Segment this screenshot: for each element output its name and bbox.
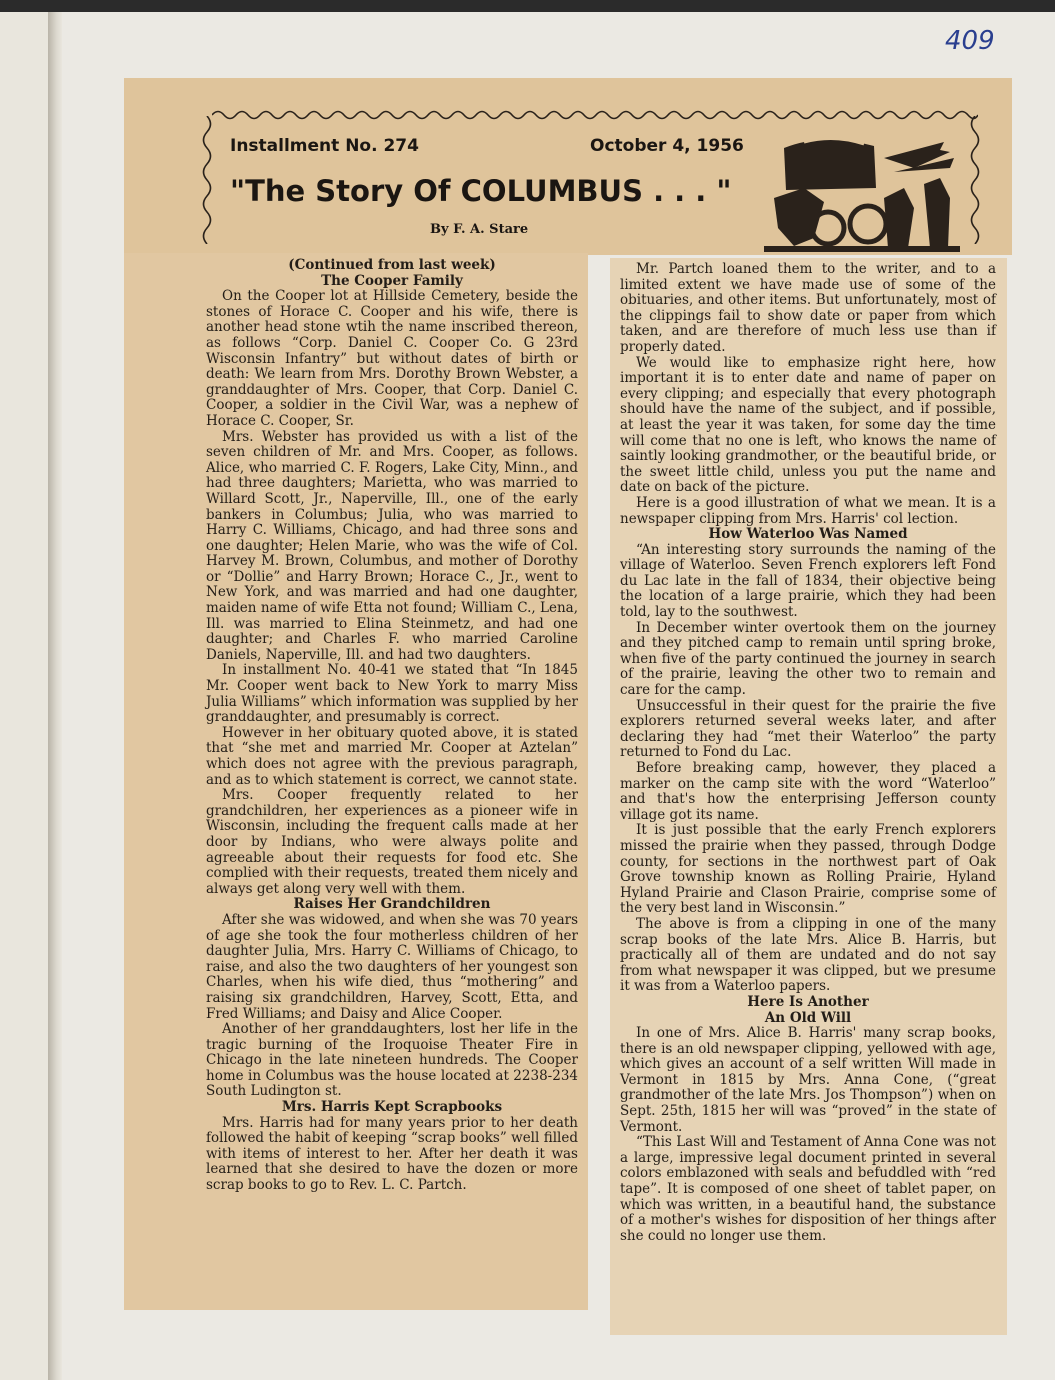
wavy-border-left — [200, 116, 214, 244]
article-right-column — [620, 262, 996, 1244]
paragraph: The above is from a clipping in one of the many scrap books of the late Mrs. Alice B. Harris, but practically all of them are undated and do not say from what newspaper it was clipped, but we presume it was from a Waterloo papers. — [620, 915, 996, 995]
paragraph: “This Last Will and Testament of Anna Cone was not a large, impressive legal document printed in several colors emblazoned with seals and befuddled with “red tape”. It is composed of one sheet of tablet paper, on which was written, in a beautiful hand, the substance of a mother's wishes for disposition of her things after she could no longer use them. — [620, 1134, 996, 1244]
paragraph: After she was widowed, and when she was 70 years of age she took the four motherless children of her daughter Julia, Mrs. Harry C. Williams of Chicago, to raise, and also the two daughters of her youngest son Charles, when his wife died, thus “mothering” and raising six grandchildren, Harvey, Scott, Etta, and Fred Williams; and Daisy and Alice Cooper. — [206, 911, 578, 1022]
section-heading: Raises Her Grandchildren — [293, 896, 491, 913]
continued-note: (Continued from last week) — [288, 257, 496, 273]
byline: By F. A. Stare — [430, 222, 529, 237]
facing-page-edge — [0, 12, 49, 1380]
issue-date: October 4, 1956 — [590, 136, 744, 156]
wavy-border-top — [212, 108, 978, 122]
article-left-column — [206, 258, 578, 1194]
paragraph: It is just possible that the early French explorers missed the prairie when they passed, through Dodge county, for sections in the northwest part of Oak Grove township known as Rolling Prairie, Hyland Hyland Prairie and Clason Prairie, comprise some of the very best land in Wisconsin.” — [620, 822, 996, 917]
paragraph: In December winter overtook them on the journey and they pitched camp to remain until spring broke, when five of the party continued the journey in search of the prairie, leaving the other two to remain and care for the camp. — [620, 619, 996, 699]
paragraph: However in her obituary quoted above, it is stated that “she met and married Mr. Cooper at Aztelan” which does not agree with the previous paragraph, and as to which statement is correct, we cannot state. — [206, 724, 578, 788]
section-heading: Mrs. Harris Kept Scrapbooks — [281, 1099, 503, 1116]
paragraph: Mr. Partch loaned them to the writer, and to a limited extent we have made use of some of the obituaries, and other items. But unfortunately, most of the clippings fail to show date or paper from which taken, and are therefore of much less use than if properly dated. — [620, 261, 996, 355]
wavy-border-right — [968, 116, 982, 244]
paragraph: In one of Mrs. Alice B. Harris' many scrap books, there is an old newspaper clipping, yellowed with age, which gives an account of a self written Will made in Vermont in 1815 by Mrs. Anna Cone, (“great grandmother of the late Mrs. Jos Thompson”) when on Sept. 25th, 1815 her will was “proved” in the state of Vermont. — [620, 1025, 996, 1135]
paragraph: Here is a good illustration of what we mean. It is a newspaper clipping from Mrs. Harris' col lection. — [620, 494, 996, 527]
paragraph: Mrs. Webster has provided us with a list of the seven children of Mr. and Mrs. Cooper, as follows. Alice, who married C. F. Rogers, Lake City, Minn., and had three daughters; Marietta, who was married to Willard Scott, Jr., Naperville, Ill., one of the early bankers in Columbus; Julia, who was married to Harry C. Williams, Chicago, and had three sons and one daughter; Helen Marie, who was the wife of Col. Harvey M. Brown, Columbus, and mother of Dorothy or “Dollie” and Harry Brown; Horace C., Jr., went to New York, and was married and had one daughter, maiden name of wife Etta not found; William C., Lena, Ill. was married to Elina Steinmetz, and had one daughter; and Charles F. who married Caroline Daniels, Naperville, Ill. and had two daughters. — [206, 428, 578, 663]
paragraph: Another of her granddaughters, lost her life in the tragic burning of the Iroquoise Theater Fire in Chicago in the late nineteen hundreds. The Cooper home in Columbus was the house located at 2238-234 South Ludington st. — [206, 1021, 578, 1100]
book-spine — [48, 12, 62, 1380]
paragraph: In installment No. 40-41 we stated that “In 1845 Mr. Cooper went back to New York to marry Miss Julia Williams” which information was supplied by her granddaughter, and presumably is correct. — [206, 662, 578, 726]
paragraph: Before breaking camp, however, they placed a marker on the camp site with the word “Waterloo” and that's how the enterprising Jefferson county village got its name. — [620, 760, 996, 823]
paragraph: “An interesting story surrounds the naming of the village of Waterloo. Seven French explorers left Fond du Lac late in the fall of 1834, their objective being the location of a large prairie, which they had been told, lay to the southwest. — [620, 541, 996, 621]
headline: "The Story Of COLUMBUS . . . " — [230, 174, 732, 208]
paragraph: Mrs. Harris had for many years prior to her death followed the habit of keeping “scrap books” well filled with items of interest to her. After her death it was learned that she desired to have the dozen or more scrap books to go to Rev. L. C. Partch. — [206, 1114, 578, 1194]
section-heading: The Cooper Family — [321, 272, 463, 289]
section-heading: Here Is Another — [747, 993, 869, 1010]
paragraph: On the Cooper lot at Hillside Cemetery, beside the stones of Horace C. Cooper and his wife, there is another head stone wtih the name inscribed thereon, as follows “Corp. Daniel C. Cooper Co. G 23rd Wisconsin Infantry” but without dates of birth or death: We learn from Mrs. Dorothy Brown Webster, a granddaughter of Mrs. Cooper, that Corp. Daniel C. Cooper, a soldier in the Civil War, was a nephew of Horace C. Cooper, Sr. — [206, 288, 578, 429]
page-number: 409 — [945, 26, 995, 56]
paragraph: Unsuccessful in their quest for the prairie the five explorers returned several weeks later, and after declaring they had “met their Waterloo” the party returned to Fond du Lac. — [620, 697, 996, 761]
covered-wagon-icon — [764, 128, 960, 252]
paragraph: We would like to emphasize right here, how important it is to enter date and name of paper on every clipping; and especially that every photograph should have the name of the subject, and if possible, at least the year it was taken, for some day the time will come that no one is left, who knows the name of saintly looking grandmother, or the beautiful bride, or the sweet little child, unless you put the name and date on back of the picture. — [620, 354, 996, 496]
installment-number: Installment No. 274 — [230, 136, 419, 156]
section-heading: How Waterloo Was Named — [708, 526, 908, 543]
section-subheading: An Old Will — [764, 1009, 852, 1026]
paragraph: Mrs. Cooper frequently related to her grandchildren, her experiences as a pioneer wife in Wisconsin, including the frequent calls made at her door by Indians, who were always polite and agreeable about their requests for food etc. She complied with their requests, treated them nicely and always get along very well with them. — [206, 787, 578, 897]
